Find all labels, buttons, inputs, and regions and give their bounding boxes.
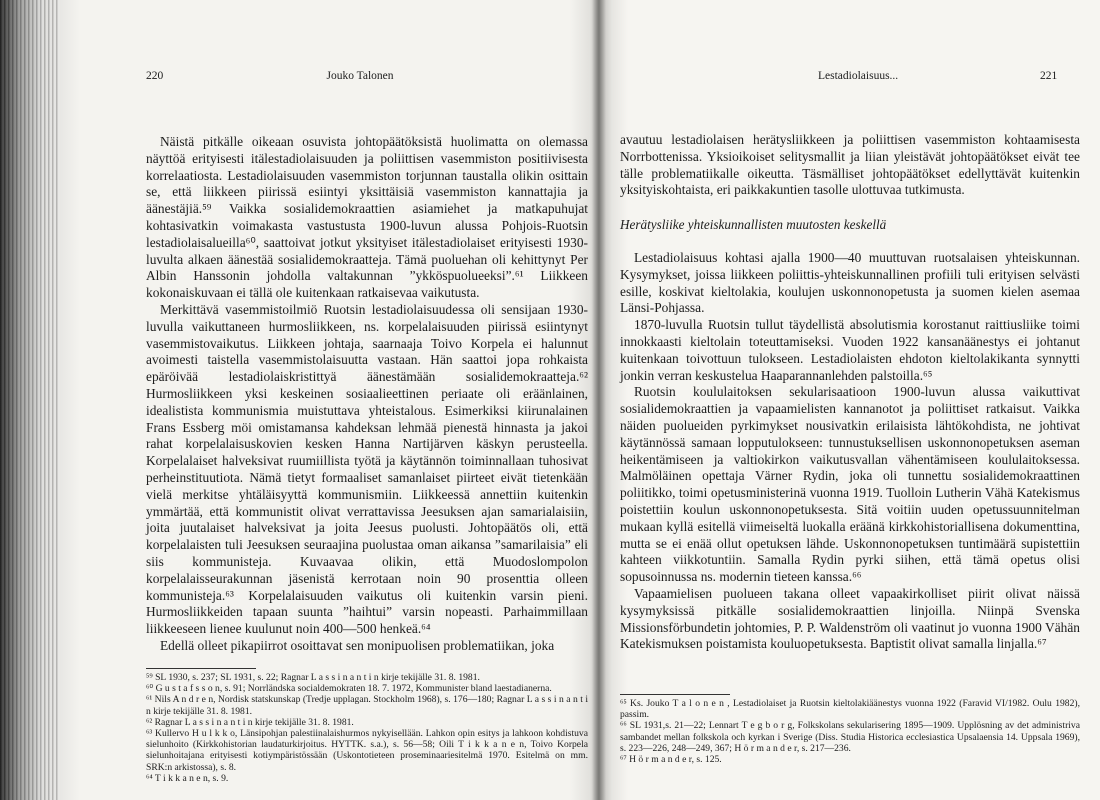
right-body-text <box>620 132 1080 653</box>
right-footnotes <box>620 698 1080 765</box>
footnote: ⁶⁴ T i k k a n e n, s. 9. <box>146 772 229 784</box>
footnote: ⁵⁹ SL 1930, s. 237; SL 1931, s. 22; Ragnar L a s s i n a n t i n kirje tekijälle 31. 8. 1981. <box>146 672 480 683</box>
section-heading: Herätysliike yhteiskunnallisten muutosten keskellä <box>620 217 887 233</box>
footnote: ⁶³ Kullervo H u l k k o, Länsipohjan palestiinalaishurmos nykyisellään. Lahkon opin esitys ja lahkoon kohdistuva sielunhoito (Kirkkohistorian laudaturkirjoitus. HYTTK. s.a.), s. 56—58; Oili T i k k a n e n, Toivo Korpela sielunhoitajana erityisesti kotiympäristössään (Uskontotieteen proseminaariesitelmä 1970. Esitelmä on mm. SRK:n arkistossa), s. 8. <box>146 728 588 773</box>
right-page-number: 221 <box>1040 70 1058 82</box>
paragraph: Edellä olleet pikapiirrot osoittavat sen monipuolisen problematiikan, joka <box>160 637 555 653</box>
paragraph: Merkittävä vasemmistoilmiö Ruotsin lestadiolaisuudessa oli sensijaan 1930-luvulla vaikuttaneen hurmosliikkeen, ns. korpelalaisuuden piirissä esiintynyt vasemmistovaikutus. Liikkeen johtaja, saarnaaja Toivo Korpela ei halunnut avoimesti taistella vasemmistolaisuutta vastaan. Hän saattoi jopa rohkaista epäröivää lestadiolaiskristittyä äänestämään sosialidemokraatteja.⁶² Hurmosliikkeen yksi keskeinen sosiaalieettinen periaate oli eräänlainen, idealistista kommunismia muistuttava yhteistalous. Esimerkiksi kiirunalainen Frans Essberg möi omistamansa kahdeksan lehmää pienestä hinnasta ja jakoi rahat korpelalaisuskovien kesken Hanna Nartijärven käskyn perusteella. Korpelalaiset halveksivat ruumiillista työtä ja käytännön toiminnallaan tuhosivat perheinstituutiota. Nämä tietyt formaaliset samanlaiset piirteet eivät tietenkään vielä merkitse yhtäläisyyttä kommunismiin. Liikkeessä annettiin kuitenkin ymmärtää, että kommunistit olivat verrattavissa Jeesuksen ajan samarialaisiin, joita juutalaiset halveksivat ja joita Jeesus puolusti. Johtopäätös oli, että korpelalaisten tuli Jeesuksen seuraajina puolustaa oman aikansa ”samarilaisia” eli siis kommunisteja. Kuvaavaa olikin, että Muodoslompolon korpelalaisseurakunnan jäsenistä kerrotaan noin 90 prosenttia olleen kommunisteja.⁶³ Korpelalaisuuden vaikutus oli kuitenkin varsin pieni. Hurmosliikkeiden tapaan suunta ”haihtui” varsin nopeasti. Parhaimmillaan liikkeeseen lienee kuulunut noin 400—500 henkeä.⁶⁴ <box>146 301 588 637</box>
footnote-rule <box>146 668 256 669</box>
paragraph: avautuu lestadiolaisen herätysliikkeen ja poliittisen vasemmiston kohtaamisesta Norrbottenissa. Yksioikoiset selitysmallit ja liian yleistävät johtopäätökset eivät tee tälle problematiikalle oikeutta. Täsmälliset johtopäätökset edellyttävät kuitenkin yksityiskohtaista, eri paikkakuntien tasolle ulottuvaa tutkimusta. <box>620 132 1080 198</box>
paragraph: 1870-luvulla Ruotsin tullut täydellistä absolutismia korostanut raittiusliike toimi innokkaasti kieltolain toteuttamiseksi. Vuoden 1922 kansanäänestys ei johtanut kuitenkaan toivottuun tulokseen. Lestadiolaisten ehdoton kieltolakikanta synnytti jonkin verran keskustelua Haaparannanlehden palstoilla.⁶⁵ <box>620 317 1080 383</box>
footnote: ⁶⁷ H ö r m a n d e r, s. 125. <box>620 754 722 766</box>
footnote-rule <box>620 694 730 695</box>
right-page <box>598 0 1100 800</box>
right-running-head: Lestadiolaisuus... <box>818 70 899 82</box>
footnote: ⁶⁶ SL 1931,s. 21—22; Lennart T e g b o r g, Folkskolans sekularisering 1895—1909. Upplösning av det administriva sambandet mellan folkskola och kyrkan i Sverige (Diss. Studia Historica ecclesiastica Upsalaensia 14. Uppsala 1969), s. 223—226, 248—249, 367; H ö r m a n d e r, s. 217—236. <box>620 720 1080 754</box>
left-running-head: Jouko Talonen <box>326 70 394 82</box>
footnote: ⁶⁵ Ks. Jouko T a l o n e n , Lestadiolaiset ja Ruotsin kieltolakiäänestys vuonna 1922 (Faravid VI/1982. Oulu 1982), passim. <box>620 698 1080 721</box>
left-footnotes <box>146 672 588 784</box>
book-gutter <box>592 0 606 800</box>
paragraph: Vapaamielisen puolueen takana olleet vapaakirkolliset piirit olivat näissä kysymyksissä pitkälle sosialidemokraattien linjoilla. Niinpä Svenska Missionsförbundetin johtomies, P. P. Waldenström oli vaatinut jo vuonna 1900 Vähän Katekismuksen poistamista kouluopetuksesta. Baptistit olivat samalla linjalla.⁶⁷ <box>620 585 1080 652</box>
left-body-text <box>146 134 588 655</box>
footnote: ⁶² Ragnar L a s s i n a n t i n kirje tekijälle 31. 8. 1981. <box>146 716 354 728</box>
footnote: ⁶¹ Nils A n d r e n, Nordisk statskunskap (Tredje upplagan. Stockholm 1968), s. 176—180; Ragnar L a s s i n a n t i n kirje tekijälle 31. 8. 1981. <box>146 694 588 717</box>
paragraph: Näistä pitkälle oikeaan osuvista johtopäätöksistä huolimatta on olemassa näyttöä erityisesti itälestadiolaisuuden ja poliittisen vasemmiston positiivisesta korrelaatiosta. Lestadiolaisuuden vasemmiston torjunnan taustalla olikin osittain se, että liikkeen piirissä esiintyi yksittäisiä vasemmiston kannattajia ja äänestäjiä.⁵⁹ Vaikka sosialidemokraattien asiamiehet ja matkapuhujat kohtasivatkin voimakasta vastustusta 1900-luvun alussa Pohjois-Ruotsin lestadiolaisalueilla⁶⁰, saattoivat jotkut yksityiset itälestadiolaiset erityisesti 1930-luvulta alkaen äänestää sosialidemokraatteja. Tämä puoluehan oli kehittynyt Per Albin Hanssonin johdolla valtakunnan ”ykköspuolueeksi”.⁶¹ Liikkeen kokonaiskuvaan ei tällä ole kuitenkaan ratkaisevaa vaikutusta. <box>146 134 588 301</box>
paragraph: Lestadiolaisuus kohtasi ajalla 1900—40 muuttuvan ruotsalaisen yhteiskunnan. Kysymykset, joissa liikkeen poliittis-yhteiskunnallinen profiili tuli erityisen selvästi esille, koskivat kieltolakia, koulujen uskonnonopetusta ja suomen kielen asemaa Länsi-Pohjassa. <box>620 249 1080 316</box>
left-page-number: 220 <box>146 70 164 82</box>
page-edges <box>0 0 60 800</box>
footnote: ⁶⁰ G u s t a f s s o n, s. 91; Norrländska socialdemokraten 18. 7. 1972, Kommunister bland laestadianerna. <box>146 683 552 695</box>
paragraph: Ruotsin koululaitoksen sekularisaatioon 1900-luvun alussa vaikuttivat sosialidemokraattien ja vapaamielisten kannanotot ja poliittiset ratkaisut. Vaikka näiden puolueiden pyrkimykset nousivatkin erilaisista lähtökohdista, ne johtivat käytännössä samaan lopputulokseen: tunnustuksellisen uskonnonopetuksen aseman heikentämiseen ja valtiokirkon vaikutusvallan vähentämiseen koululaitoksessa. Malmöläinen opettaja Värner Rydin, joka oli tunnettu sosialidemokraattinen poliitikko, toimi opetusministerinä vuonna 1919. Tuolloin Lutherin Vähä Katekismus poistettiin koulun uskonnonopetuksesta. Sitä voitiin uuden opetussuunnitelman mukaan kyllä esitellä viimeiseltä luokalla eräänä kirkkohistoriallisena dokumenttina, mutta se ei enää ollut opetuksen lähde. Uskonnonopetuksen tuntimäärä supistettiin kahteen viikkotuntiin. Samalla Rydin pyrki siihen, että tämä opetus olisi sopusoinnussa ns. modernin tieteen kanssa.⁶⁶ <box>620 384 1080 585</box>
